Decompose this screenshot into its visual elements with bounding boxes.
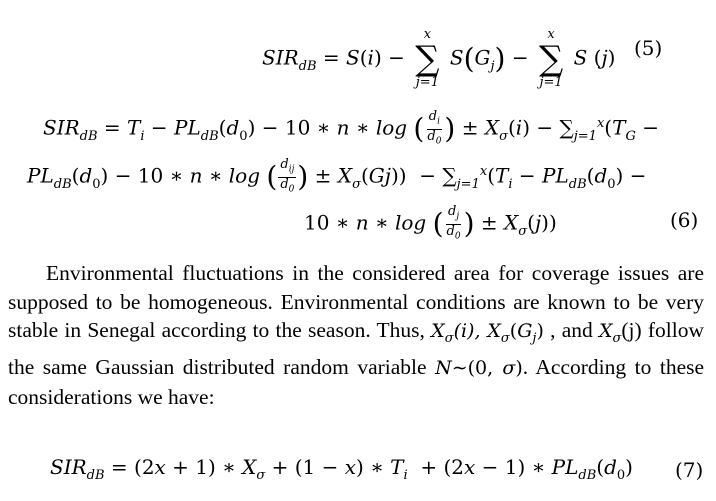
- sum-symbol: x ∑ j=1: [415, 27, 440, 90]
- body-paragraph: Environmental fluctuations in the considered area for coverage issues are supposed to be homogeneous. Environmental conditions are known to be very stable in Senegal according to the season. Thus, $X_\sigma(i)$, $X_\sigma(G_j)$ , and $X_\sigma(j)$ follow the same Gaussian distributed random variable N∼(0, σ). According to these considerations we have:: [8, 261, 705, 409]
- equation-7-number: (7): [675, 458, 704, 482]
- equation-5-number: (5): [634, 36, 663, 60]
- equation-6-number: (6): [670, 208, 699, 232]
- equation-6-line-3: 10 ∗ n ∗ log ( $\frac{d_j}{d_0}$ ) ± $X_\sigma(j)$): [304, 204, 557, 242]
- sum-symbol: x ∑ j=1: [538, 27, 564, 90]
- equation-6-line-1: $SIR_{dB} = T_i - PL_{dB}(d_0) - 10$ ∗ n ∗ log ( $\frac{d_i}{d_0}$ ) ± $X_\sigma(i) - \sum_{j=1}^x(T_G$ −: [43, 109, 659, 147]
- equation-7: $SIR_{dB} = (2x + 1)$ ∗ $X_\sigma + (1 - x)$ ∗ $T_i + (2x - 1)$ ∗ $PL_{dB}(d_0)$: [50, 455, 633, 483]
- equation-6-line-2: $PL_{dB}(d_0) - 10$ ∗ n ∗ log ( $\frac{d_{ij}}{d_0}$ ) ± $X_\sigma(Gj)) - \sum_{j=1}^x(T_i - PL_{dB}(d_0)$ −: [27, 157, 647, 195]
- equation-5: $SIR_{dB} = S(i)$ − x ∑ j=1 $S(G_j)$ − x ∑ j=1 S (j): [262, 27, 616, 90]
